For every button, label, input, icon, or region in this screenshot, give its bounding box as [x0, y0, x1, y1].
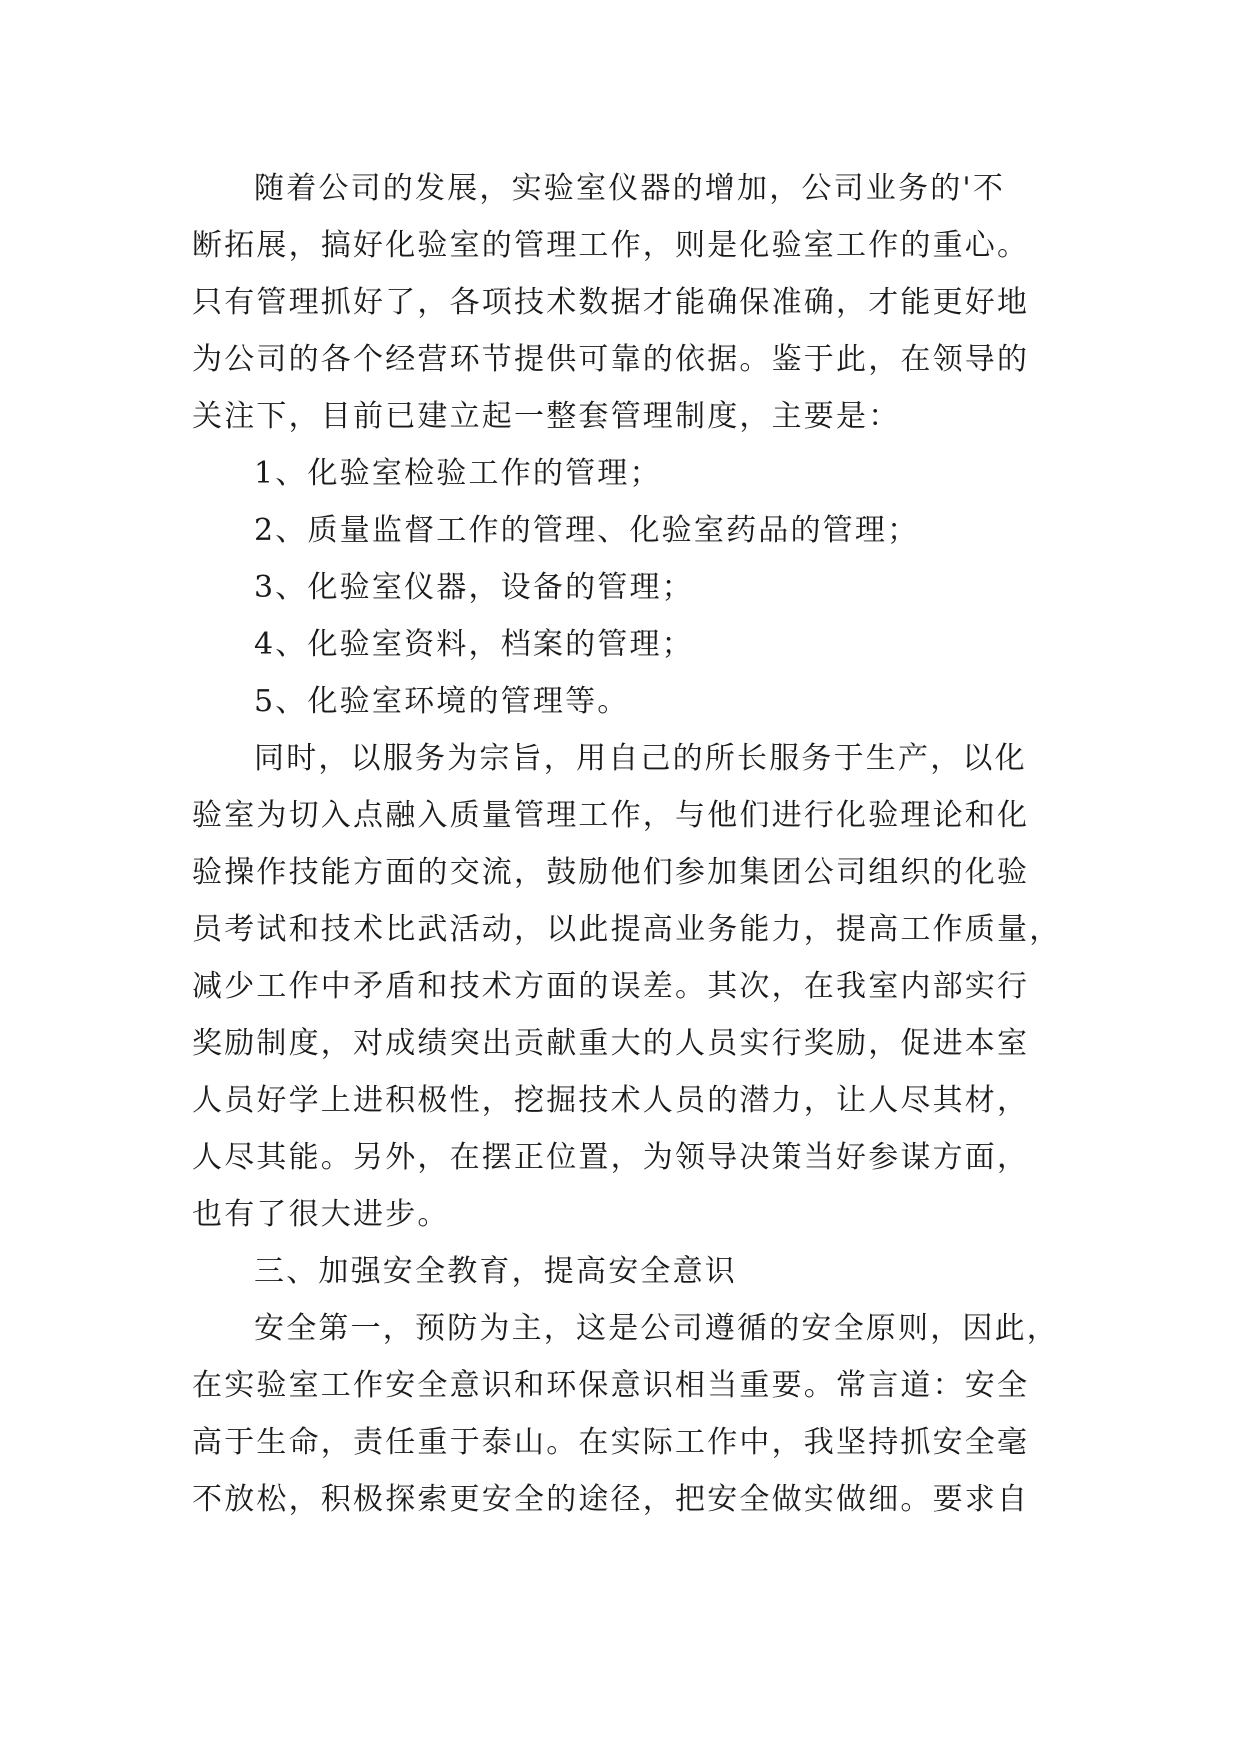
text-line: 人尽其能。另外，在摆正位置，为领导决策当好参谋方面， — [192, 1140, 1030, 1175]
list-item: 3、化验室仪器，设备的管理； — [254, 570, 694, 605]
list-item: 4、化验室资料，档案的管理； — [254, 627, 694, 662]
text-line: 减少工作中矛盾和技术方面的误差。其次，在我室内部实行 — [192, 969, 1030, 1004]
text-line: 奖励制度，对成绩突出贡献重大的人员实行奖励，促进本室 — [192, 1026, 1030, 1061]
text-line: 同时，以服务为宗旨，用自己的所长服务于生产，以化 — [254, 741, 1027, 776]
text-line: 断拓展，搞好化验室的管理工作，则是化验室工作的重心。 — [192, 228, 1030, 263]
list-item: 5、化验室环境的管理等。 — [254, 684, 630, 719]
list-item: 2、质量监督工作的管理、化验室药品的管理； — [254, 513, 920, 548]
text-line: 只有管理抓好了，各项技术数据才能确保准确，才能更好地 — [192, 285, 1030, 320]
text-line: 在实验室工作安全意识和环保意识相当重要。常言道：安全 — [192, 1368, 1030, 1403]
section-heading: 三、加强安全教育，提高安全意识 — [254, 1254, 737, 1289]
text-line: 人员好学上进积极性，挖掘技术人员的潜力，让人尽其材， — [192, 1083, 1030, 1118]
text-line: 高于生命，责任重于泰山。在实际工作中，我坚持抓安全毫 — [192, 1425, 1030, 1460]
text-line: 不放松，积极探索更安全的途径，把安全做实做细。要求自 — [192, 1482, 1030, 1517]
text-line: 也有了很大进步。 — [192, 1197, 450, 1232]
text-line: 验操作技能方面的交流，鼓励他们参加集团公司组织的化验 — [192, 855, 1030, 890]
text-line: 验室为切入点融入质量管理工作，与他们进行化验理论和化 — [192, 798, 1030, 833]
list-item: 1、化验室检验工作的管理； — [254, 456, 662, 491]
text-line: 随着公司的发展，实验室仪器的增加，公司业务的'不 — [254, 171, 1006, 206]
text-line: 员考试和技术比武活动，以此提高业务能力，提高工作质量， — [192, 912, 1062, 947]
text-line: 为公司的各个经营环节提供可靠的依据。鉴于此，在领导的 — [192, 342, 1030, 377]
text-line: 安全第一，预防为主，这是公司遵循的安全原则，因此， — [254, 1311, 1059, 1346]
text-line: 关注下，目前已建立起一整套管理制度，主要是： — [192, 399, 901, 434]
document-body — [192, 160, 1062, 1528]
